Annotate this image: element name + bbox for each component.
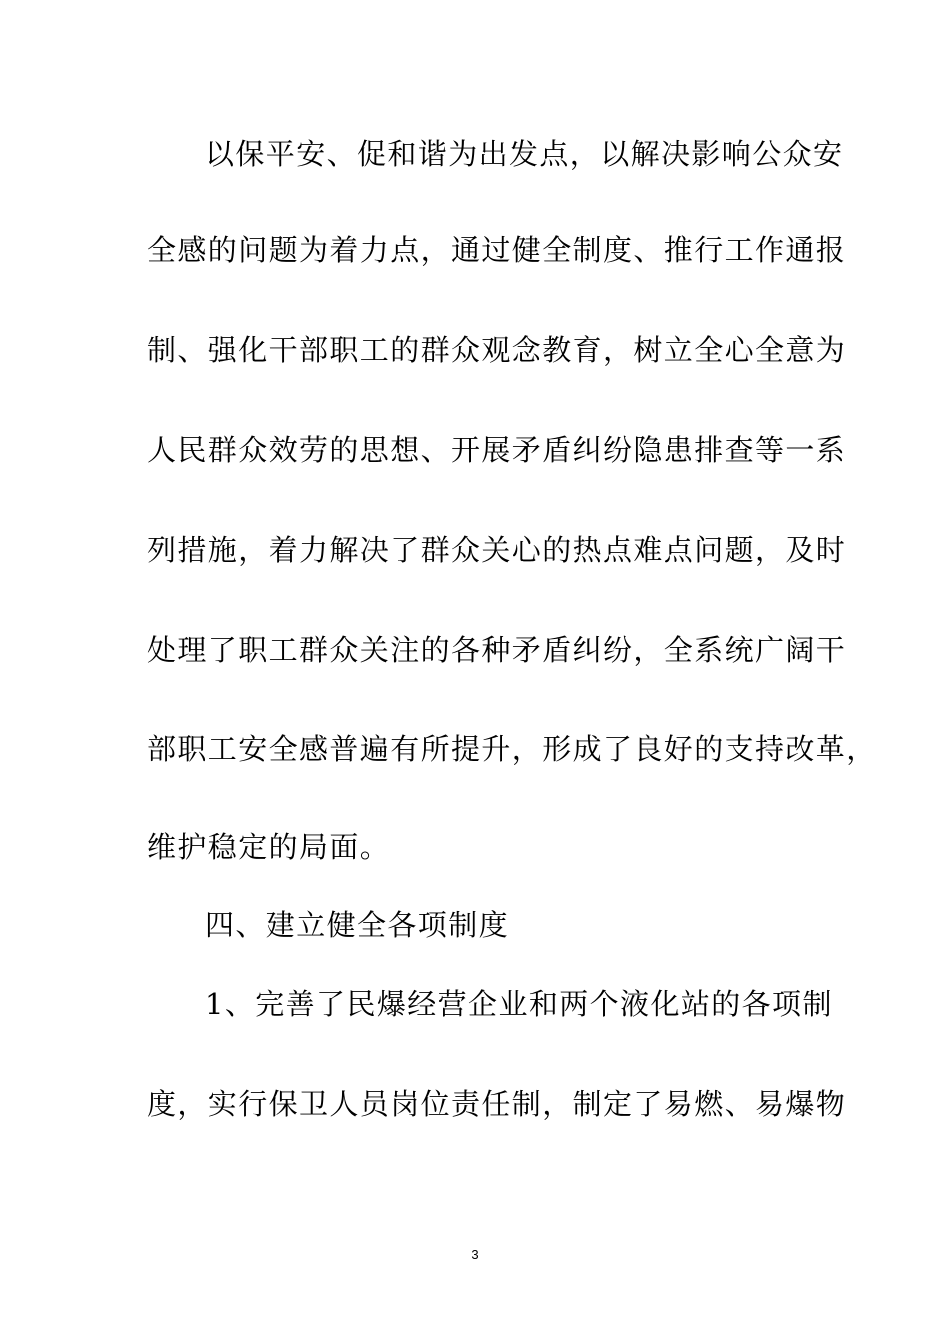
paragraph-line: 人民群众效劳的思想、开展矛盾纠纷隐患排查等一系 (147, 433, 847, 467)
page-number: 3 (471, 1247, 479, 1262)
paragraph-line: 以保平安、促和谐为出发点，以解决影响公众安 (205, 137, 844, 171)
paragraph-line: 维护稳定的局面。 (147, 830, 391, 864)
paragraph-line: 度，实行保卫人员岗位责任制，制定了易燃、易爆物 (147, 1087, 847, 1121)
paragraph-line: 制、强化干部职工的群众观念教育，树立全心全意为 (147, 333, 847, 367)
section-heading: 四、建立健全各项制度 (205, 908, 510, 942)
paragraph-line: 1、完善了民爆经营企业和两个液化站的各项制 (205, 987, 833, 1021)
paragraph-line: 列措施，着力解决了群众关心的热点难点问题，及时 (147, 533, 847, 567)
paragraph-line: 部职工安全感普遍有所提升，形成了良好的支持改革， (147, 732, 877, 766)
paragraph-line: 全感的问题为着力点，通过健全制度、推行工作通报 (147, 233, 847, 267)
paragraph-line: 处理了职工群众关注的各种矛盾纠纷，全系统广阔干 (147, 633, 847, 667)
